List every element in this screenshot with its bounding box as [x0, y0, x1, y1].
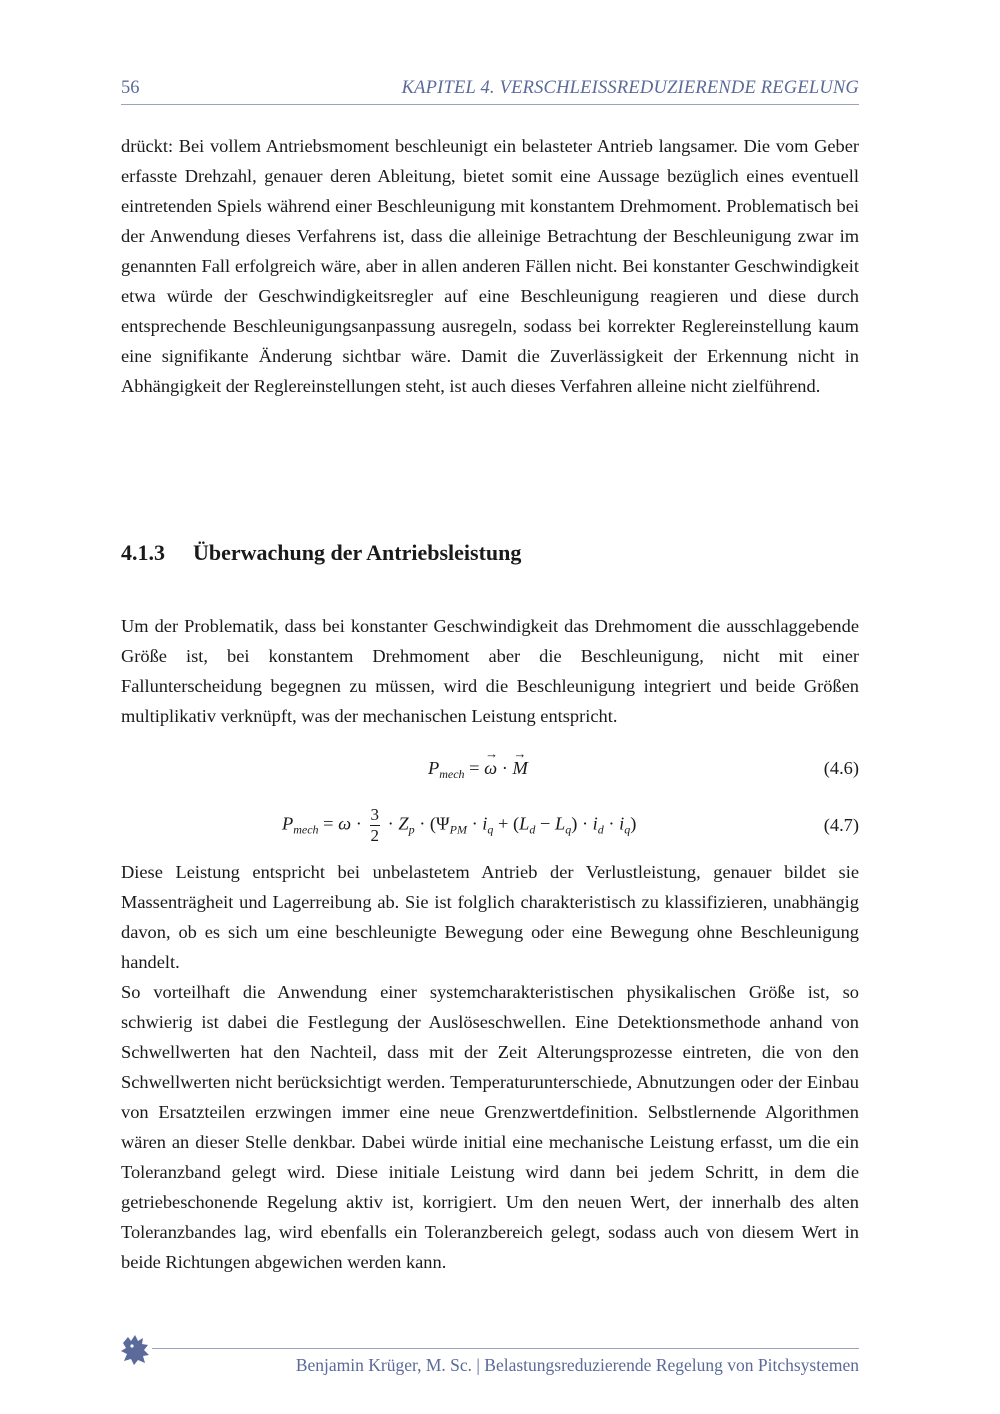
running-chapter-title: KAPITEL 4. VERSCHLEISSREDUZIERENDE REGELUNG	[401, 78, 859, 98]
footer-rule	[152, 1348, 859, 1349]
page-number: 56	[121, 78, 140, 98]
equation-4-7-body: $P_{mech} = \omega$ · $\frac{3}{2}$ · $Z_p \cdot (\Psi_{PM} \cdot i_q + (L_d - L_q) \cdot i_d \cdot i_q)$	[282, 805, 637, 845]
fraction-three-halves: $\frac{3}{2}$	[370, 805, 379, 845]
paragraph-thresholds: So vorteilhaft die Anwendung einer systemcharakteristischen physikalischen Größe ist, so schwierig ist dabei die Festlegung der Auslöseschwellen. Eine Detektionsmethode anhand von Schwellwerten hat den Nachteil, dass mit der Zeit Alterungsprozesse eintreten, die von den Schwellwerten nicht berücksichtigt werden. Temperaturunterschiede, Abnutzungen oder der Einbau von Ersatzteilen erzwingen immer eine neue Grenzwertdefinition. Selbstlernende Algorithmen wären an dieser Stelle denkbar. Dabei würde initial eine mechanische Leistung erfasst, um die ein Toleranzband gelegt wird. Diese initiale Leistung wird dann bei jedem Schritt, in dem die getriebeschonende Regelung aktiv ist, korrigiert. Um den neuen Wert, der innerhalb des alten Toleranzbandes lag, wird ebenfalls ein Toleranzbereich gelegt, sodass auch von diesem Wert in beide Richtungen abgewichen werden kann.	[121, 982, 859, 1272]
section-number: 4.1.3	[121, 540, 165, 565]
equation-4-7	[121, 803, 859, 853]
paragraph-loss-power: Diese Leistung entspricht bei unbelastetem Antrieb der Verlustleistung, genauer bildet sie Massenträgheit und Lagerreibung ab. Sie ist folglich charakteristisch zu klassifizieren, unabhängig davon, ob es sich um eine beschleunigte Bewegung oder eine Bewegung ohne Beschleunigung handelt.	[121, 862, 859, 972]
page-header	[121, 74, 859, 105]
equation-number-4-7: (4.7)	[823, 815, 859, 835]
paragraph-intro: drückt: Bei vollem Antriebsmoment beschleunigt ein belasteter Antrieb langsamer. Die vom Geber erfasste Drehzahl, genauer deren Ableitung, bietet somit eine Aussage bezüglich eines eventuell eintretenden Spiels während einer Beschleunigung mit konstantem Drehmoment. Problematisch bei der Anwendung dieses Verfahrens ist, dass die alleinige Betrachtung der Beschleunigung zwar im genannten Fall erfolgreich wäre, aber in allen anderen Fällen nicht. Bei konstanter Geschwindigkeit etwa würde der Geschwindigkeitsregler auf eine Beschleunigung reagieren und diese durch entsprechende Beschleunigungsanpassung ausregeln, sodass bei korrekter Reglereinstellung kaum eine signifikante Änderung sichtbar wäre. Damit die Zuverlässigkeit der Erkennung nicht in Abhängigkeit der Reglereinstellungen steht, ist auch dieses Verfahren alleine nicht zielführend.	[121, 136, 859, 396]
section-title-text: Überwachung der Antriebsleistung	[193, 540, 522, 565]
heraldic-lion-icon	[120, 1333, 152, 1367]
equation-4-6-body: $P_{mech}$ = → ω · → M	[428, 746, 528, 781]
footer-author-title: Benjamin Krüger, M. Sc. | Belastungsreduzierende Regelung von Pitchsystemen	[295, 1355, 859, 1375]
section-heading	[121, 540, 521, 566]
paragraph-problem: Um der Problematik, dass bei konstanter Geschwindigkeit das Drehmoment die ausschlaggebende Größe ist, bei konstantem Drehmoment aber die Beschleunigung, nicht mit einer Fallunterscheidung begegnen zu müssen, wird die Beschleunigung integriert und beide Größen multiplikativ verknüpft, was der mechanischen Leistung entspricht.	[121, 616, 859, 726]
equation-4-6	[121, 746, 859, 788]
equation-number-4-6: (4.6)	[823, 758, 859, 778]
